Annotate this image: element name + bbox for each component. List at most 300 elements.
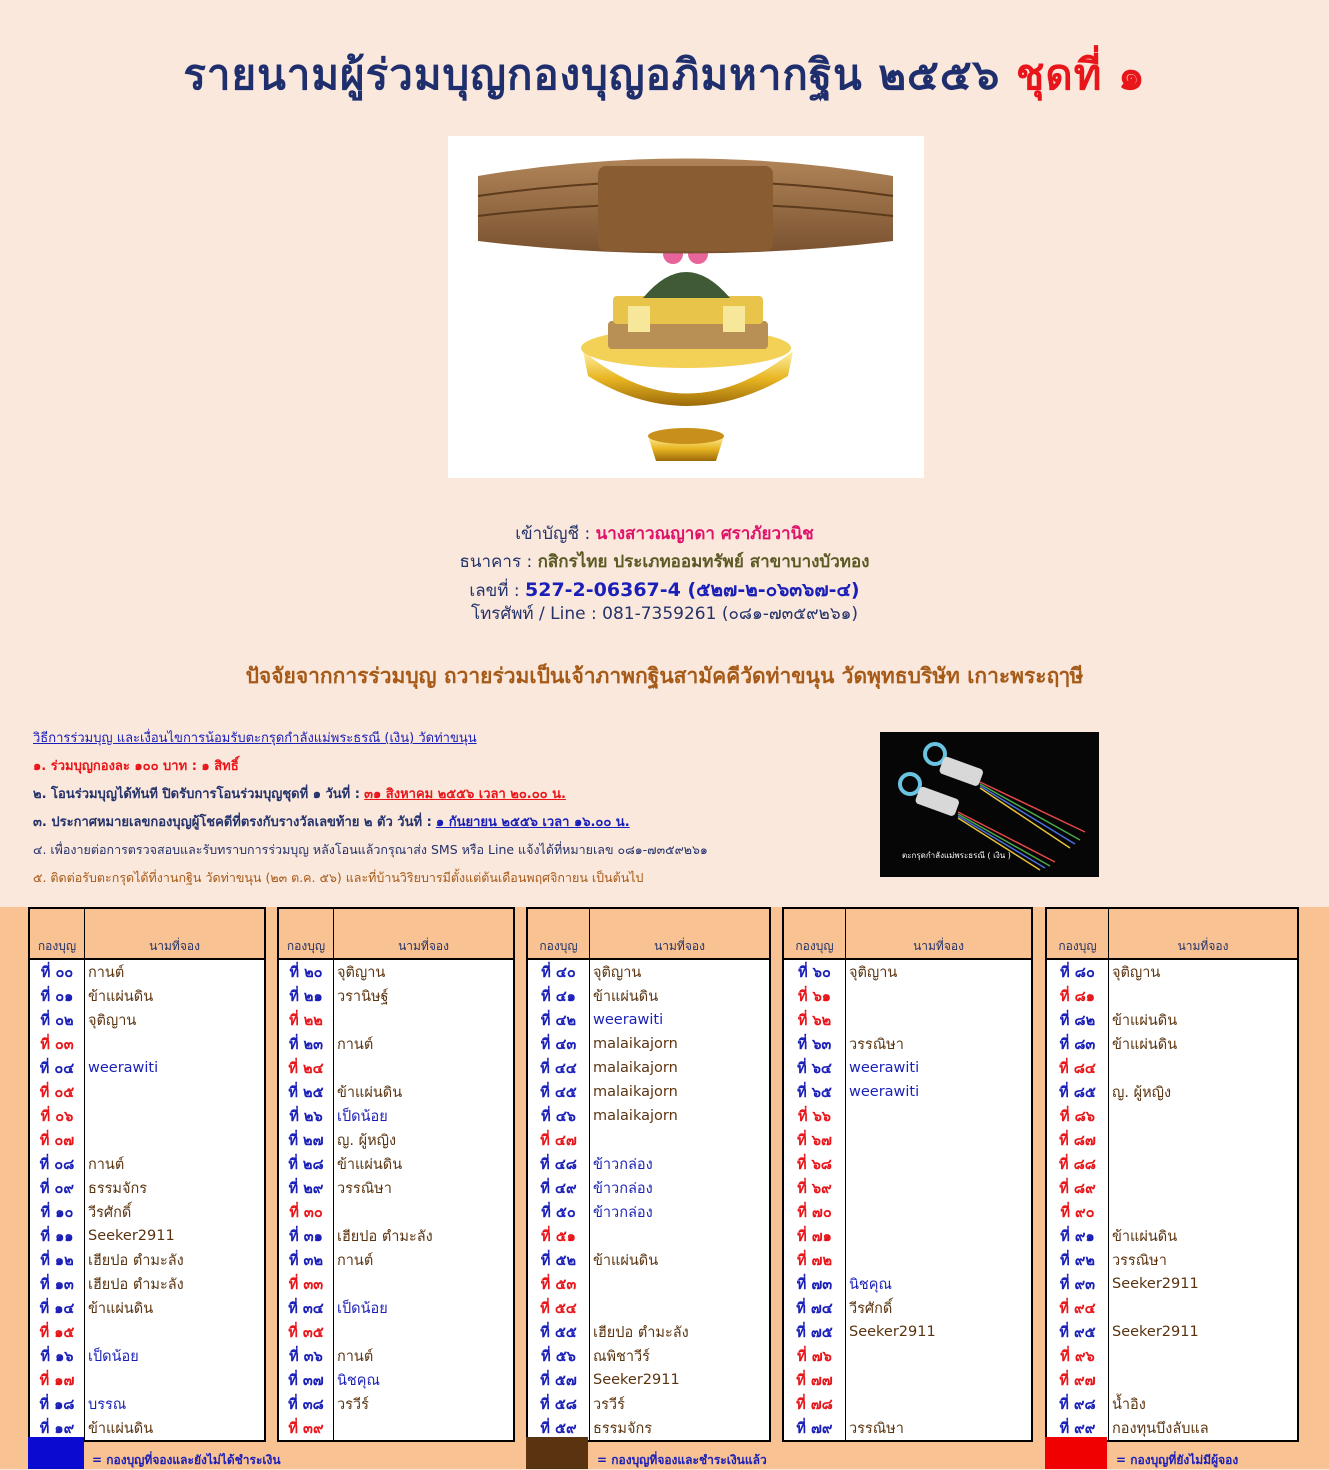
phone-value: 081-7359261 (๐๘๑-๗๓๕๙๒๖๑) xyxy=(602,604,859,624)
col-header-number: กองบุญ xyxy=(527,908,590,959)
fund-number: ที่ ๓๐ xyxy=(278,1200,334,1224)
account-number-value: 527-2-06367-4 (๕๒๗-๒-๐๖๓๖๗-๔) xyxy=(525,579,860,601)
donor-name xyxy=(85,1128,266,1152)
fund-number: ที่ ๙๒ xyxy=(1046,1248,1109,1272)
fund-number: ที่ ๑๖ xyxy=(29,1344,85,1368)
donor-name xyxy=(1109,984,1299,1008)
booking-table-1 xyxy=(28,907,266,1442)
donor-name xyxy=(846,984,1033,1008)
table-row xyxy=(783,1152,1032,1176)
table-row xyxy=(527,1248,770,1272)
fund-number: ที่ ๐๑ xyxy=(29,984,85,1008)
table-row xyxy=(527,1032,770,1056)
fund-number: ที่ ๕๘ xyxy=(527,1392,590,1416)
fund-number: ที่ ๖๘ xyxy=(783,1152,846,1176)
table-row xyxy=(783,959,1032,984)
fund-number: ที่ ๗๑ xyxy=(783,1224,846,1248)
fund-number: ที่ ๙๕ xyxy=(1046,1320,1109,1344)
table-row xyxy=(527,1080,770,1104)
table-row xyxy=(783,984,1032,1008)
donor-name: เป็ดน้อย xyxy=(334,1296,515,1320)
donor-name xyxy=(846,1152,1033,1176)
donor-name xyxy=(846,1224,1033,1248)
table-row xyxy=(783,1128,1032,1152)
table-row xyxy=(527,984,770,1008)
fund-number: ที่ ๐๕ xyxy=(29,1080,85,1104)
table-row xyxy=(783,1008,1032,1032)
fund-number: ที่ ๔๒ xyxy=(527,1008,590,1032)
table-row xyxy=(278,984,514,1008)
donor-name xyxy=(334,1056,515,1080)
fund-number: ที่ ๓๔ xyxy=(278,1296,334,1320)
donor-name xyxy=(85,1320,266,1344)
fund-number: ที่ ๓๖ xyxy=(278,1344,334,1368)
donor-name: เฮียปอ ตำมะลัง xyxy=(590,1320,771,1344)
table-row xyxy=(29,1392,265,1416)
table-row xyxy=(783,1392,1032,1416)
col-header-name: นามที่จอง xyxy=(334,908,515,959)
table-row xyxy=(527,1152,770,1176)
table-row xyxy=(29,959,265,984)
fund-number: ที่ ๑๒ xyxy=(29,1248,85,1272)
fund-number: ที่ ๐๙ xyxy=(29,1176,85,1200)
donor-name: วีรศักดิ์ xyxy=(846,1296,1033,1320)
account-number-label: เลขที่ : xyxy=(469,581,520,601)
fund-number: ที่ ๑๕ xyxy=(29,1320,85,1344)
table-row xyxy=(527,1008,770,1032)
table-row xyxy=(783,1200,1032,1224)
rules-link[interactable]: วิธีการร่วมบุญ และเงื่อนไขการน้อมรับตะกรุดกำลังแม่พระธรณี (เงิน) วัดท่าขนุน xyxy=(33,731,477,746)
donor-name xyxy=(846,1344,1033,1368)
fund-number: ที่ ๓๘ xyxy=(278,1392,334,1416)
donor-name: weerawiti xyxy=(846,1080,1033,1104)
rule-1: ๑. ร่วมบุญกองละ ๑๐๐ บาท : ๑ สิทธิ์ xyxy=(33,759,239,774)
table-row xyxy=(527,959,770,984)
rules-link-line[interactable] xyxy=(33,727,477,748)
fund-number: ที่ ๐๒ xyxy=(29,1008,85,1032)
fund-number: ที่ ๖๔ xyxy=(783,1056,846,1080)
donor-name: ข้าแผ่นดิน xyxy=(1109,1224,1299,1248)
legend-paid: = กองบุญที่จองและชำระเงินแล้ว xyxy=(597,1453,767,1467)
table-row xyxy=(278,1344,514,1368)
donor-name: วรรณิษา xyxy=(334,1176,515,1200)
col-header-name: นามที่จอง xyxy=(846,908,1033,959)
table-row xyxy=(278,1128,514,1152)
table-row xyxy=(1046,1392,1298,1416)
col-header-number: กองบุญ xyxy=(278,908,334,959)
fund-number: ที่ ๖๗ xyxy=(783,1128,846,1152)
donor-name: malaikajorn xyxy=(590,1080,771,1104)
legend-swatch-unpaid xyxy=(28,1437,84,1469)
fund-number: ที่ ๘๓ xyxy=(1046,1032,1109,1056)
table-row xyxy=(783,1296,1032,1320)
takrut-caption: ตะกรุดกำลังแม่พระธรณี ( เงิน ) xyxy=(902,851,1011,860)
donor-name xyxy=(334,1200,515,1224)
fund-number: ที่ ๓๗ xyxy=(278,1368,334,1392)
fund-number: ที่ ๒๙ xyxy=(278,1176,334,1200)
donor-name: วรานิษฐ์ xyxy=(334,984,515,1008)
fund-number: ที่ ๐๘ xyxy=(29,1152,85,1176)
donor-name: วรรณิษา xyxy=(1109,1248,1299,1272)
rule-4: ๔. เพื่องายต่อการตรวจสอบและรับทราบการร่วมบุญ หลังโอนแล้วกรุณาส่ง SMS หรือ Line แจ้งได้ที่หมายเลข ๐๘๑-๗๓๕๙๒๖๑ xyxy=(33,842,708,857)
table-row xyxy=(783,1416,1032,1441)
table-row xyxy=(29,1248,265,1272)
fund-number: ที่ ๕๓ xyxy=(527,1272,590,1296)
table-row xyxy=(278,1104,514,1128)
donor-name: Seeker2911 xyxy=(85,1224,266,1248)
fund-number: ที่ ๔๑ xyxy=(527,984,590,1008)
donor-name: malaikajorn xyxy=(590,1056,771,1080)
table-row xyxy=(783,1032,1032,1056)
rule-3-date: ๑ กันยายน ๒๕๕๖ เวลา ๑๖.๐๐ น. xyxy=(435,815,630,830)
donor-name: Seeker2911 xyxy=(590,1368,771,1392)
donor-name: กานต์ xyxy=(334,1032,515,1056)
fund-number: ที่ ๓๒ xyxy=(278,1248,334,1272)
table-row xyxy=(527,1104,770,1128)
table-row xyxy=(783,1320,1032,1344)
title-set: ชุดที่ ๑ xyxy=(1015,50,1146,99)
phone-label: โทรศัพท์ / Line : xyxy=(470,604,597,624)
rule-2 xyxy=(33,783,566,804)
fund-number: ที่ ๒๐ xyxy=(278,959,334,984)
donor-name: ณพิชาวีร์ xyxy=(590,1344,771,1368)
fund-number: ที่ ๗๒ xyxy=(783,1248,846,1272)
donor-name xyxy=(1109,1368,1299,1392)
table-row xyxy=(527,1272,770,1296)
table-row xyxy=(278,1032,514,1056)
donor-name xyxy=(590,1272,771,1296)
fund-number: ที่ ๑๐ xyxy=(29,1200,85,1224)
booking-table-4 xyxy=(782,907,1033,1442)
donor-name: นิชคุณ xyxy=(334,1368,515,1392)
donor-name: Seeker2911 xyxy=(1109,1272,1299,1296)
table-row xyxy=(527,1368,770,1392)
fund-number: ที่ ๑๘ xyxy=(29,1392,85,1416)
fund-number: ที่ ๙๙ xyxy=(1046,1416,1109,1441)
donor-name: วรรณิษา xyxy=(846,1032,1033,1056)
bank-line xyxy=(0,548,1329,575)
donor-name: ข้าแผ่นดิน xyxy=(85,984,266,1008)
table-row xyxy=(1046,1008,1298,1032)
fund-number: ที่ ๐๓ xyxy=(29,1032,85,1056)
table-row xyxy=(527,1224,770,1248)
table-row xyxy=(527,1392,770,1416)
fund-number: ที่ ๕๙ xyxy=(527,1416,590,1441)
donor-name: กองทุนบึงลับแล xyxy=(1109,1416,1299,1441)
fund-number: ที่ ๙๗ xyxy=(1046,1368,1109,1392)
table-row xyxy=(29,1080,265,1104)
table-row xyxy=(1046,1248,1298,1272)
table-row xyxy=(1046,1080,1298,1104)
table-row xyxy=(527,1176,770,1200)
donor-name xyxy=(846,1368,1033,1392)
fund-number: ที่ ๖๑ xyxy=(783,984,846,1008)
table-row xyxy=(278,1296,514,1320)
legend-swatch-free xyxy=(1045,1437,1107,1469)
donor-name xyxy=(334,1416,515,1441)
fund-number: ที่ ๕๗ xyxy=(527,1368,590,1392)
fund-number: ที่ ๕๔ xyxy=(527,1296,590,1320)
fund-number: ที่ ๙๖ xyxy=(1046,1344,1109,1368)
table-row xyxy=(29,1128,265,1152)
donor-name: ข้าวกล่อง xyxy=(590,1152,771,1176)
donor-name: วรวีร์ xyxy=(334,1392,515,1416)
donor-name xyxy=(846,1200,1033,1224)
kathin-robe-photo xyxy=(448,136,924,478)
table-row xyxy=(1046,1176,1298,1200)
fund-number: ที่ ๔๖ xyxy=(527,1104,590,1128)
table-row xyxy=(278,1248,514,1272)
fund-number: ที่ ๙๑ xyxy=(1046,1224,1109,1248)
donor-name: ข้าแผ่นดิน xyxy=(1109,1032,1299,1056)
table-row xyxy=(1046,984,1298,1008)
fund-number: ที่ ๕๐ xyxy=(527,1200,590,1224)
table-row xyxy=(527,1344,770,1368)
table-row xyxy=(527,1296,770,1320)
col-header-number: กองบุญ xyxy=(783,908,846,959)
fund-number: ที่ ๖๐ xyxy=(783,959,846,984)
fund-number: ที่ ๘๘ xyxy=(1046,1152,1109,1176)
col-header-name: นามที่จอง xyxy=(85,908,266,959)
table-row xyxy=(783,1272,1032,1296)
fund-number: ที่ ๑๑ xyxy=(29,1224,85,1248)
table-row xyxy=(278,1272,514,1296)
fund-number: ที่ ๒๗ xyxy=(278,1128,334,1152)
rule-3 xyxy=(33,811,630,832)
table-row xyxy=(278,1080,514,1104)
donor-name: ข้าวกล่อง xyxy=(590,1176,771,1200)
fund-number: ที่ ๗๖ xyxy=(783,1344,846,1368)
fund-number: ที่ ๑๙ xyxy=(29,1416,85,1441)
fund-number: ที่ ๕๑ xyxy=(527,1224,590,1248)
fund-number: ที่ ๓๕ xyxy=(278,1320,334,1344)
table-row xyxy=(783,1248,1032,1272)
donor-name: จุติญาน xyxy=(846,959,1033,984)
fund-number: ที่ ๗๐ xyxy=(783,1200,846,1224)
legend-free: = กองบุญที่ยังไม่มีผู้จอง xyxy=(1116,1453,1239,1467)
fund-number: ที่ ๖๙ xyxy=(783,1176,846,1200)
table-row xyxy=(783,1344,1032,1368)
fund-number: ที่ ๒๒ xyxy=(278,1008,334,1032)
fund-number: ที่ ๒๕ xyxy=(278,1080,334,1104)
fund-number: ที่ ๙๐ xyxy=(1046,1200,1109,1224)
table-row xyxy=(783,1056,1032,1080)
fund-number: ที่ ๒๘ xyxy=(278,1152,334,1176)
fund-number: ที่ ๘๔ xyxy=(1046,1056,1109,1080)
donor-name: เฮียปอ ตำมะลัง xyxy=(85,1248,266,1272)
donor-name: ธรรมจักร xyxy=(85,1176,266,1200)
fund-number: ที่ ๘๐ xyxy=(1046,959,1109,984)
fund-number: ที่ ๔๓ xyxy=(527,1032,590,1056)
table-row xyxy=(1046,1152,1298,1176)
booking-table-5 xyxy=(1045,907,1299,1442)
table-row xyxy=(527,1056,770,1080)
table-row xyxy=(527,1320,770,1344)
fund-number: ที่ ๔๐ xyxy=(527,959,590,984)
fund-number: ที่ ๔๕ xyxy=(527,1080,590,1104)
takrut-illustration xyxy=(880,732,1099,877)
table-row xyxy=(1046,1200,1298,1224)
donor-name xyxy=(1109,1200,1299,1224)
table-row xyxy=(783,1368,1032,1392)
donor-name xyxy=(1109,1176,1299,1200)
table-row xyxy=(278,959,514,984)
donor-name xyxy=(334,1320,515,1344)
bank-value: กสิกรไทย ประเภทออมทรัพย์ สาขาบางบัวทอง xyxy=(537,552,870,572)
donor-name: ข้าแผ่นดิน xyxy=(590,984,771,1008)
donor-name: Seeker2911 xyxy=(846,1320,1033,1344)
bank-label: ธนาคาร : xyxy=(459,552,533,572)
headline: ปัจจัยจากการร่วมบุญ ถวายร่วมเป็นเจ้าภาพกฐินสามัคคีวัดท่าขนุน วัดพุทธบริษัท เกาะพระฤๅษี xyxy=(245,664,1084,688)
table-row xyxy=(1046,1320,1298,1344)
page-title xyxy=(0,42,1329,108)
table-row xyxy=(29,1056,265,1080)
table-row xyxy=(29,1200,265,1224)
fund-number: ที่ ๒๔ xyxy=(278,1056,334,1080)
donor-name xyxy=(1109,1104,1299,1128)
fund-number: ที่ ๘๖ xyxy=(1046,1104,1109,1128)
fund-number: ที่ ๘๒ xyxy=(1046,1008,1109,1032)
donor-name xyxy=(846,1248,1033,1272)
fund-number: ที่ ๒๑ xyxy=(278,984,334,1008)
table-row xyxy=(278,1320,514,1344)
table-row xyxy=(29,1008,265,1032)
fund-number: ที่ ๓๙ xyxy=(278,1416,334,1441)
fund-number: ที่ ๕๖ xyxy=(527,1344,590,1368)
donor-name xyxy=(334,1272,515,1296)
table-row xyxy=(1046,1368,1298,1392)
account-name-line xyxy=(0,520,1329,547)
donor-name: ข้าแผ่นดิน xyxy=(334,1152,515,1176)
fund-number: ที่ ๒๖ xyxy=(278,1104,334,1128)
donor-name xyxy=(590,1128,771,1152)
rule-5: ๕. ติดต่อรับตะกรุดได้ที่งานกฐิน วัดท่าขนุน (๒๓ ต.ค. ๕๖) และที่บ้านวิริยบารมีตั้งแต่ต้นเดือนพฤศจิกายน เป็นต้นไป xyxy=(33,870,644,885)
fund-number: ที่ ๖๖ xyxy=(783,1104,846,1128)
table-row xyxy=(29,1296,265,1320)
table-row xyxy=(29,1344,265,1368)
fund-number: ที่ ๗๙ xyxy=(783,1416,846,1441)
fund-number: ที่ ๓๑ xyxy=(278,1224,334,1248)
fund-number: ที่ ๑๗ xyxy=(29,1368,85,1392)
donor-name: ธรรมจักร xyxy=(590,1416,771,1441)
table-row xyxy=(783,1080,1032,1104)
fund-number: ที่ ๙๔ xyxy=(1046,1296,1109,1320)
fund-number: ที่ ๘๕ xyxy=(1046,1080,1109,1104)
table-row xyxy=(527,1128,770,1152)
fund-number: ที่ ๓๓ xyxy=(278,1272,334,1296)
table-row xyxy=(1046,1032,1298,1056)
donor-name: ญ. ผู้หญิง xyxy=(1109,1080,1299,1104)
donor-name: จุติญาน xyxy=(85,1008,266,1032)
donor-name: บรรณ xyxy=(85,1392,266,1416)
donor-name: เป็ดน้อย xyxy=(85,1344,266,1368)
robe-tray-illustration xyxy=(448,136,924,478)
donor-name: weerawiti xyxy=(85,1056,266,1080)
donor-name: วีรศักดิ์ xyxy=(85,1200,266,1224)
donor-name: กานต์ xyxy=(85,959,266,984)
donor-name xyxy=(846,1392,1033,1416)
table-row xyxy=(1046,1344,1298,1368)
donor-name: ข้าแผ่นดิน xyxy=(334,1080,515,1104)
table-row xyxy=(278,1152,514,1176)
table-row xyxy=(29,1152,265,1176)
fund-number: ที่ ๒๓ xyxy=(278,1032,334,1056)
donor-name xyxy=(846,1176,1033,1200)
legend-swatch-paid xyxy=(526,1437,588,1469)
donor-name xyxy=(846,1104,1033,1128)
donor-name xyxy=(85,1032,266,1056)
donor-name: ข้าวกล่อง xyxy=(590,1200,771,1224)
rule-2-text: ๒. โอนร่วมบุญได้ทันที ปิดรับการโอนร่วมบุญชุดที่ ๑ วันที่ : xyxy=(33,787,360,802)
table-row xyxy=(278,1056,514,1080)
donor-name: ข้าแผ่นดิน xyxy=(85,1296,266,1320)
table-row xyxy=(278,1176,514,1200)
table-row xyxy=(783,1104,1032,1128)
donor-name: ข้าแผ่นดิน xyxy=(1109,1008,1299,1032)
table-row xyxy=(29,1104,265,1128)
table-row xyxy=(29,1368,265,1392)
donor-name: จุติญาน xyxy=(334,959,515,984)
donor-name: ข้าแผ่นดิน xyxy=(85,1416,266,1441)
table-row xyxy=(278,1224,514,1248)
donor-name: นิชคุณ xyxy=(846,1272,1033,1296)
donor-name: malaikajorn xyxy=(590,1032,771,1056)
fund-number: ที่ ๐๗ xyxy=(29,1128,85,1152)
col-header-number: กองบุญ xyxy=(29,908,85,959)
table-row xyxy=(29,1032,265,1056)
table-row xyxy=(1046,1056,1298,1080)
table-row xyxy=(278,1416,514,1441)
donor-name xyxy=(590,1296,771,1320)
donor-name: จุติญาน xyxy=(590,959,771,984)
table-row xyxy=(1046,1272,1298,1296)
takrut-photo xyxy=(880,732,1099,877)
table-row xyxy=(783,1176,1032,1200)
fund-number: ที่ ๘๗ xyxy=(1046,1128,1109,1152)
fund-number: ที่ ๐๐ xyxy=(29,959,85,984)
donor-name: น้ำอิง xyxy=(1109,1392,1299,1416)
col-header-number: กองบุญ xyxy=(1046,908,1109,959)
donor-name xyxy=(846,1128,1033,1152)
donor-name: กานต์ xyxy=(334,1344,515,1368)
table-row xyxy=(1046,1128,1298,1152)
donor-name xyxy=(85,1104,266,1128)
donor-name: ญ. ผู้หญิง xyxy=(334,1128,515,1152)
donor-name xyxy=(85,1080,266,1104)
table-row xyxy=(29,1320,265,1344)
title-main: รายนามผู้ร่วมบุญกองบุญอภิมหากฐิน ๒๕๕๖ xyxy=(183,50,1001,99)
fund-number: ที่ ๔๔ xyxy=(527,1056,590,1080)
fund-number: ที่ ๗๗ xyxy=(783,1368,846,1392)
donor-name xyxy=(1109,1152,1299,1176)
rule-3-text: ๓. ประกาศหมายเลขกองบุญผู้โชคดีที่ตรงกับรางวัลเลขท้าย ๒ ตัว วันที่ : xyxy=(33,815,432,830)
table-row xyxy=(527,1200,770,1224)
fund-number: ที่ ๑๔ xyxy=(29,1296,85,1320)
table-row xyxy=(1046,1104,1298,1128)
account-name-value: นางสาวณญาดา ศราภัยวานิช xyxy=(595,524,814,544)
table-row xyxy=(29,984,265,1008)
fund-number: ที่ ๕๕ xyxy=(527,1320,590,1344)
booking-table-2 xyxy=(277,907,515,1442)
fund-number: ที่ ๔๘ xyxy=(527,1152,590,1176)
donor-name: วรวีร์ xyxy=(590,1392,771,1416)
table-row xyxy=(278,1392,514,1416)
donor-name: กานต์ xyxy=(85,1152,266,1176)
donor-name: เป็ดน้อย xyxy=(334,1104,515,1128)
table-row xyxy=(278,1368,514,1392)
donor-name: เฮียปอ ตำมะลัง xyxy=(85,1272,266,1296)
booking-table-3 xyxy=(526,907,771,1442)
